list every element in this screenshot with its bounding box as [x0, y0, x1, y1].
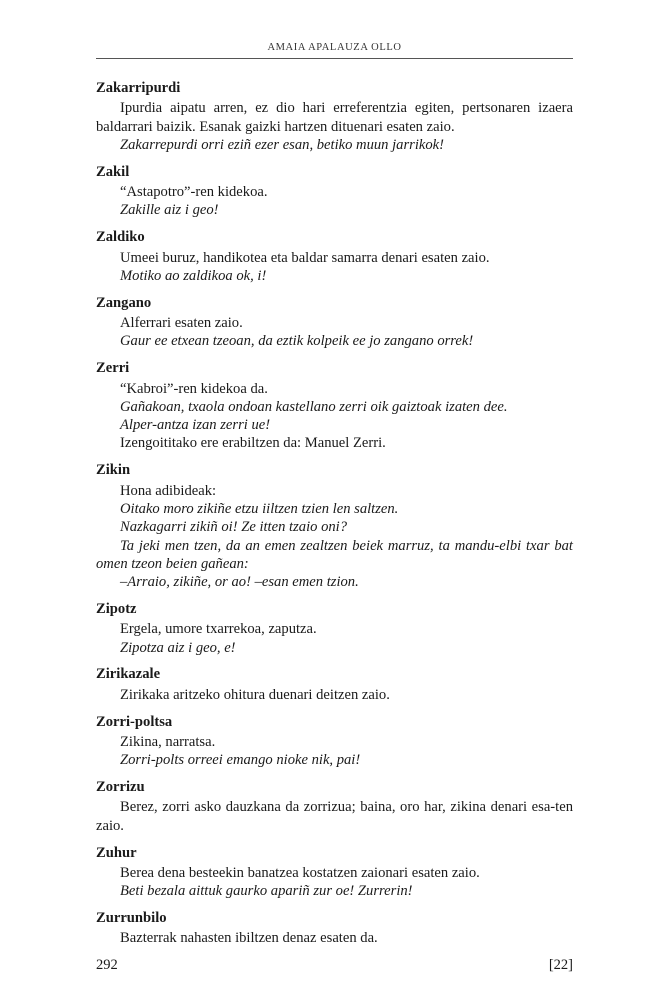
glossary-entry: [96, 79, 573, 154]
glossary-entry: [96, 359, 573, 452]
entry-definition: Hona adibideak:: [120, 482, 217, 499]
entry-definition: Zikina, narratsa.: [120, 733, 216, 750]
entry-definition: Zirikaka aritzeko ohitura duenari deitzen zaio.: [120, 686, 390, 703]
entry-example: Gañakoan, txaola ondoan kastellano zerri oik gaiztoak izaten dee.: [120, 398, 508, 415]
glossary-entry: [96, 909, 573, 948]
glossary-entry: [96, 228, 573, 285]
entry-example: Nazkagarri zikiñ oi! Ze itten tzaio oni?: [120, 519, 348, 536]
entry-term: Zangano: [96, 294, 152, 311]
entry-example: Beti bezala aittuk gaurko apariñ zur oe! Zurrerin!: [120, 883, 413, 900]
entry-term: Zipotz: [96, 600, 137, 617]
section-number: [22]: [548, 957, 573, 973]
glossary-entry: [96, 713, 573, 770]
running-head: AMAIA APALAUZA OLLO: [267, 42, 402, 53]
entry-example: Ta jeki men tzen, da an emen zealtzen beiek marruz, ta mandu-elbi txar bat omen tzeon beien gañean:: [96, 537, 573, 572]
entry-term: Zerri: [96, 360, 130, 377]
glossary-entry: [96, 461, 573, 591]
entry-example: Zakarrepurdi orri eziñ ezer esan, betiko muun jarrikok!: [120, 136, 444, 153]
glossary-entry: [96, 778, 573, 835]
entry-term: Zikin: [96, 462, 131, 479]
entry-definition: Bazterrak nahasten ibiltzen denaz esaten da.: [120, 930, 378, 947]
entry-definition: “Kabroi”-ren kidekoa da.: [120, 380, 268, 397]
entry-example: Motiko ao zaldikoa ok, i!: [120, 267, 267, 284]
entry-term: Zuhur: [96, 844, 137, 861]
entry-term: Zurrunbilo: [96, 910, 167, 927]
entry-definition: Alferrari esaten zaio.: [120, 315, 243, 332]
entry-term: Zakarripurdi: [96, 80, 181, 96]
entry-example: Zipotza aiz i geo, e!: [120, 639, 236, 656]
entry-term: Zorrizu: [96, 779, 145, 796]
entry-example: Gaur ee etxean tzeoan, da eztik kolpeik ee jo zangano orrek!: [120, 333, 474, 350]
page-number: 292: [96, 957, 118, 973]
glossary-entry: [96, 294, 573, 351]
glossary-entry: [96, 844, 573, 901]
entry-term: Zirikazale: [96, 666, 161, 683]
entry-definition: Berea dena besteekin banatzea kostatzen zaionari esaten zaio.: [120, 864, 480, 881]
glossary-content: [96, 79, 573, 956]
entry-term: Zakil: [96, 163, 130, 180]
glossary-entry: [96, 665, 573, 704]
entry-term: Zaldiko: [96, 229, 145, 246]
entry-definition: Ipurdia aipatu arren, ez dio hari erreferentzia egiten, pertsonaren izaera baldarrari baizik. Esanak gaizki hartzen dituenari esaten zaio.: [96, 100, 573, 135]
entry-example: –Arraio, zikiñe, or ao! –esan emen tzion.: [120, 574, 359, 591]
entry-definition: “Astapotro”-ren kidekoa.: [120, 184, 268, 201]
entry-example: Alper-antza izan zerri ue!: [120, 417, 271, 434]
entry-definition: Izengoititako ere erabiltzen da: Manuel Zerri.: [120, 435, 386, 452]
entry-term: Zorri-poltsa: [96, 713, 173, 730]
glossary-entry: [96, 600, 573, 657]
entry-definition: Ergela, umore txarrekoa, zaputza.: [120, 621, 317, 638]
entry-example: Zakille aiz i geo!: [120, 202, 219, 219]
entry-example: Oitako moro zikiñe etzu iiltzen tzien len saltzen.: [120, 500, 399, 517]
header-rule: [96, 58, 573, 59]
entry-example: Zorri-polts orreei emango nioke nik, pai!: [120, 752, 361, 769]
glossary-entry: [96, 163, 573, 220]
entry-definition: Berez, zorri asko dauzkana da zorrizua; baina, oro har, zikina denari esa-ten zaio.: [96, 799, 573, 834]
entry-definition: Umeei buruz, handikotea eta baldar samarra denari esaten zaio.: [120, 249, 490, 266]
